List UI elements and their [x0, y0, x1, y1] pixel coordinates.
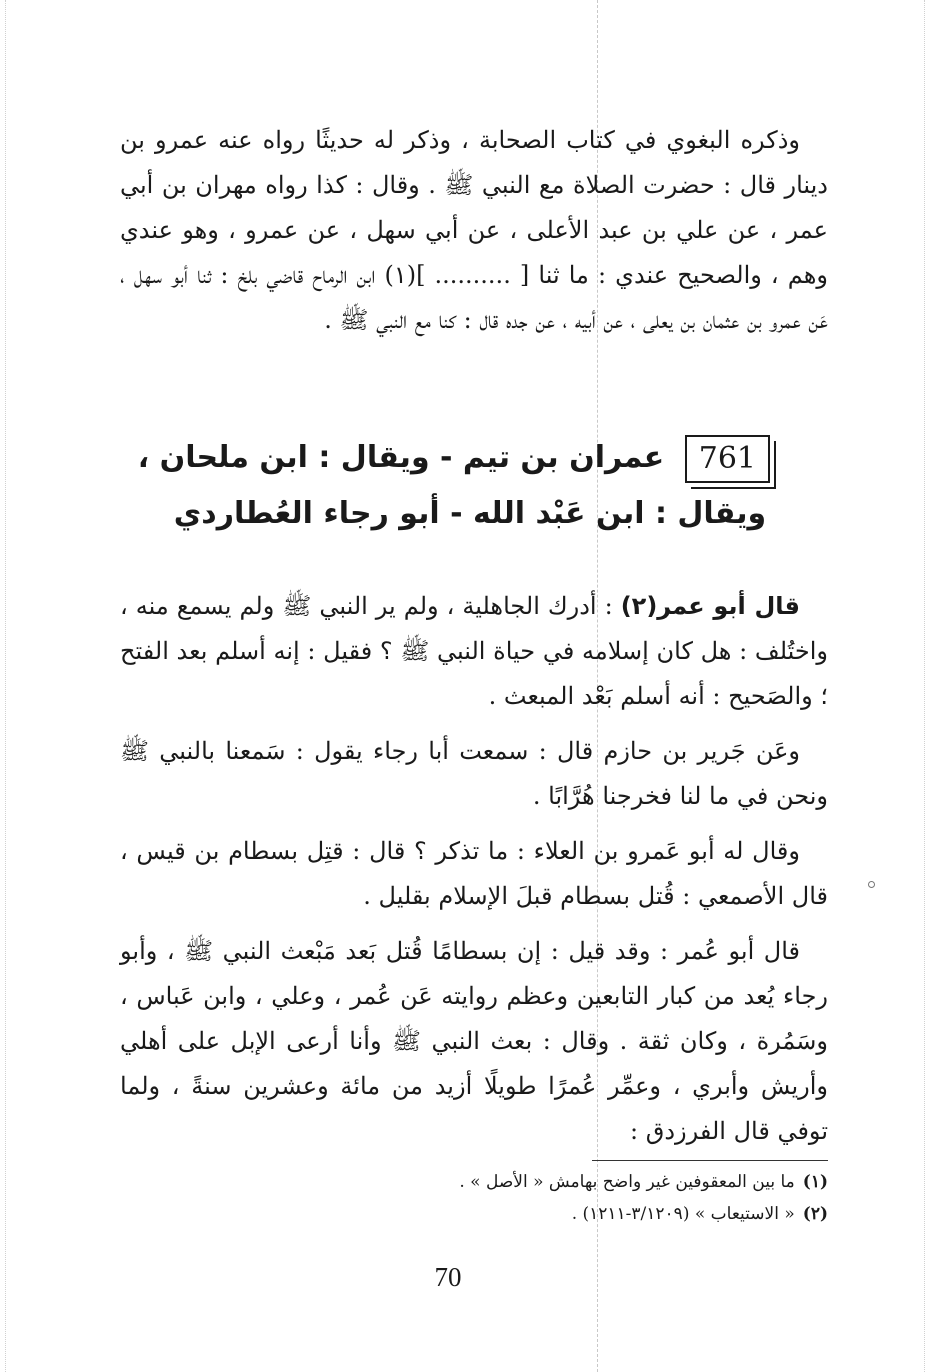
page-number: 70 [434, 1262, 462, 1292]
entry-title-line-1: عمران بن تيم - ويقال : ابن ملحان ، [137, 440, 665, 475]
intro-section [120, 118, 828, 343]
footnote-2-number: (٢) [802, 1204, 828, 1224]
body-paragraph-2: وعَن جَرير بن حازم قال : سمعت أبا رجاء يقول : سَمعنا بالنبي ﷺ ونحن في ما لنا فخرجنا هُرَّابًا . [120, 737, 828, 810]
body-paragraph-1-text: : أدرك الجاهلية ، ولم ير النبي ﷺ ولم يسمع منه ، واختُلف : هل كان إسلامه في حياة النبي ﷺ ؟ فقيل : إنه أسلم بعد الفتح ؛ والصَحيح : أنه أسلم بَعْد المبعث . [120, 592, 828, 710]
entry-number-box: 761 [685, 435, 770, 483]
footnote-1-number: (١) [802, 1172, 828, 1192]
footnote-1 [320, 1166, 828, 1198]
body-paragraph-3: وقال له أبو عَمرو بن العلاء : ما تذكر ؟ قال : قتِل بسطام بن قيس ، قال الأصمعي : قُتل بسطام قبلَ الإسلام بقليل . [120, 837, 828, 910]
entry-heading [137, 430, 770, 542]
footnote-1-text: ما بين المعقوفين غير واضح بهامش « الأصل » . [459, 1172, 795, 1192]
footnotes [320, 1166, 828, 1230]
body-paragraph-1-lead: قال أبو عمر(٢) [620, 592, 800, 620]
footnote-2 [320, 1198, 828, 1230]
entry-body [120, 584, 828, 1164]
body-paragraph-1 [120, 584, 828, 719]
margin-dot-mark [868, 881, 875, 888]
body-paragraph-4: قال أبو عُمر : وقد قيل : إن بسطامًا قُتل بَعد مَبْعث النبي ﷺ ، وأبو رجاء يُعد من كبار التابعين وعظم روايته عَن عُمر ، وعلي ، وابن عَباس ، وسَمُرة ، وكان ثقة . وقال : بعث النبي ﷺ وأنا أرعى الإبل على أهلي وأريش وأبري ، وعمِّر عُمرًا طويلًا أزيد من مائة وعشرين سنةً ، ولما توفي قال الفرزدق : [120, 937, 828, 1145]
scan-edge-line-left [5, 0, 6, 1372]
scan-edge-line-right [924, 0, 925, 1372]
intro-paragraph: وذكره البغوي في كتاب الصحابة ، وذكر له حديثًا رواه عنه عمرو بن دينار قال : حضرت الصلاة مع النبي ﷺ . وقال : كذا رواه مهران بن أبي عمر ، عن علي بن عبد الأعلى ، عن أبي سهل ، عن عمرو ، وهو عندي وهم ، والصحيح عندي : ما ثنا [ .......... ](١) ابن الرماح قاضي بلخ : ثنا أبو سهل ، عَن عمرو بن عثمان بن يعلى ، عن أبيه ، عن جده قال : كنا مع النبي ﷺ . [120, 126, 828, 334]
footnote-2-text: « الاستيعاب » (٣/١٢٠٩-١٢١١) . [571, 1204, 795, 1224]
footnote-divider [592, 1160, 828, 1161]
entry-title-line-2: ويقال : ابن عَبْد الله - أبو رجاء العُطاردي [173, 496, 767, 531]
entry-heading-line-1 [137, 430, 770, 486]
